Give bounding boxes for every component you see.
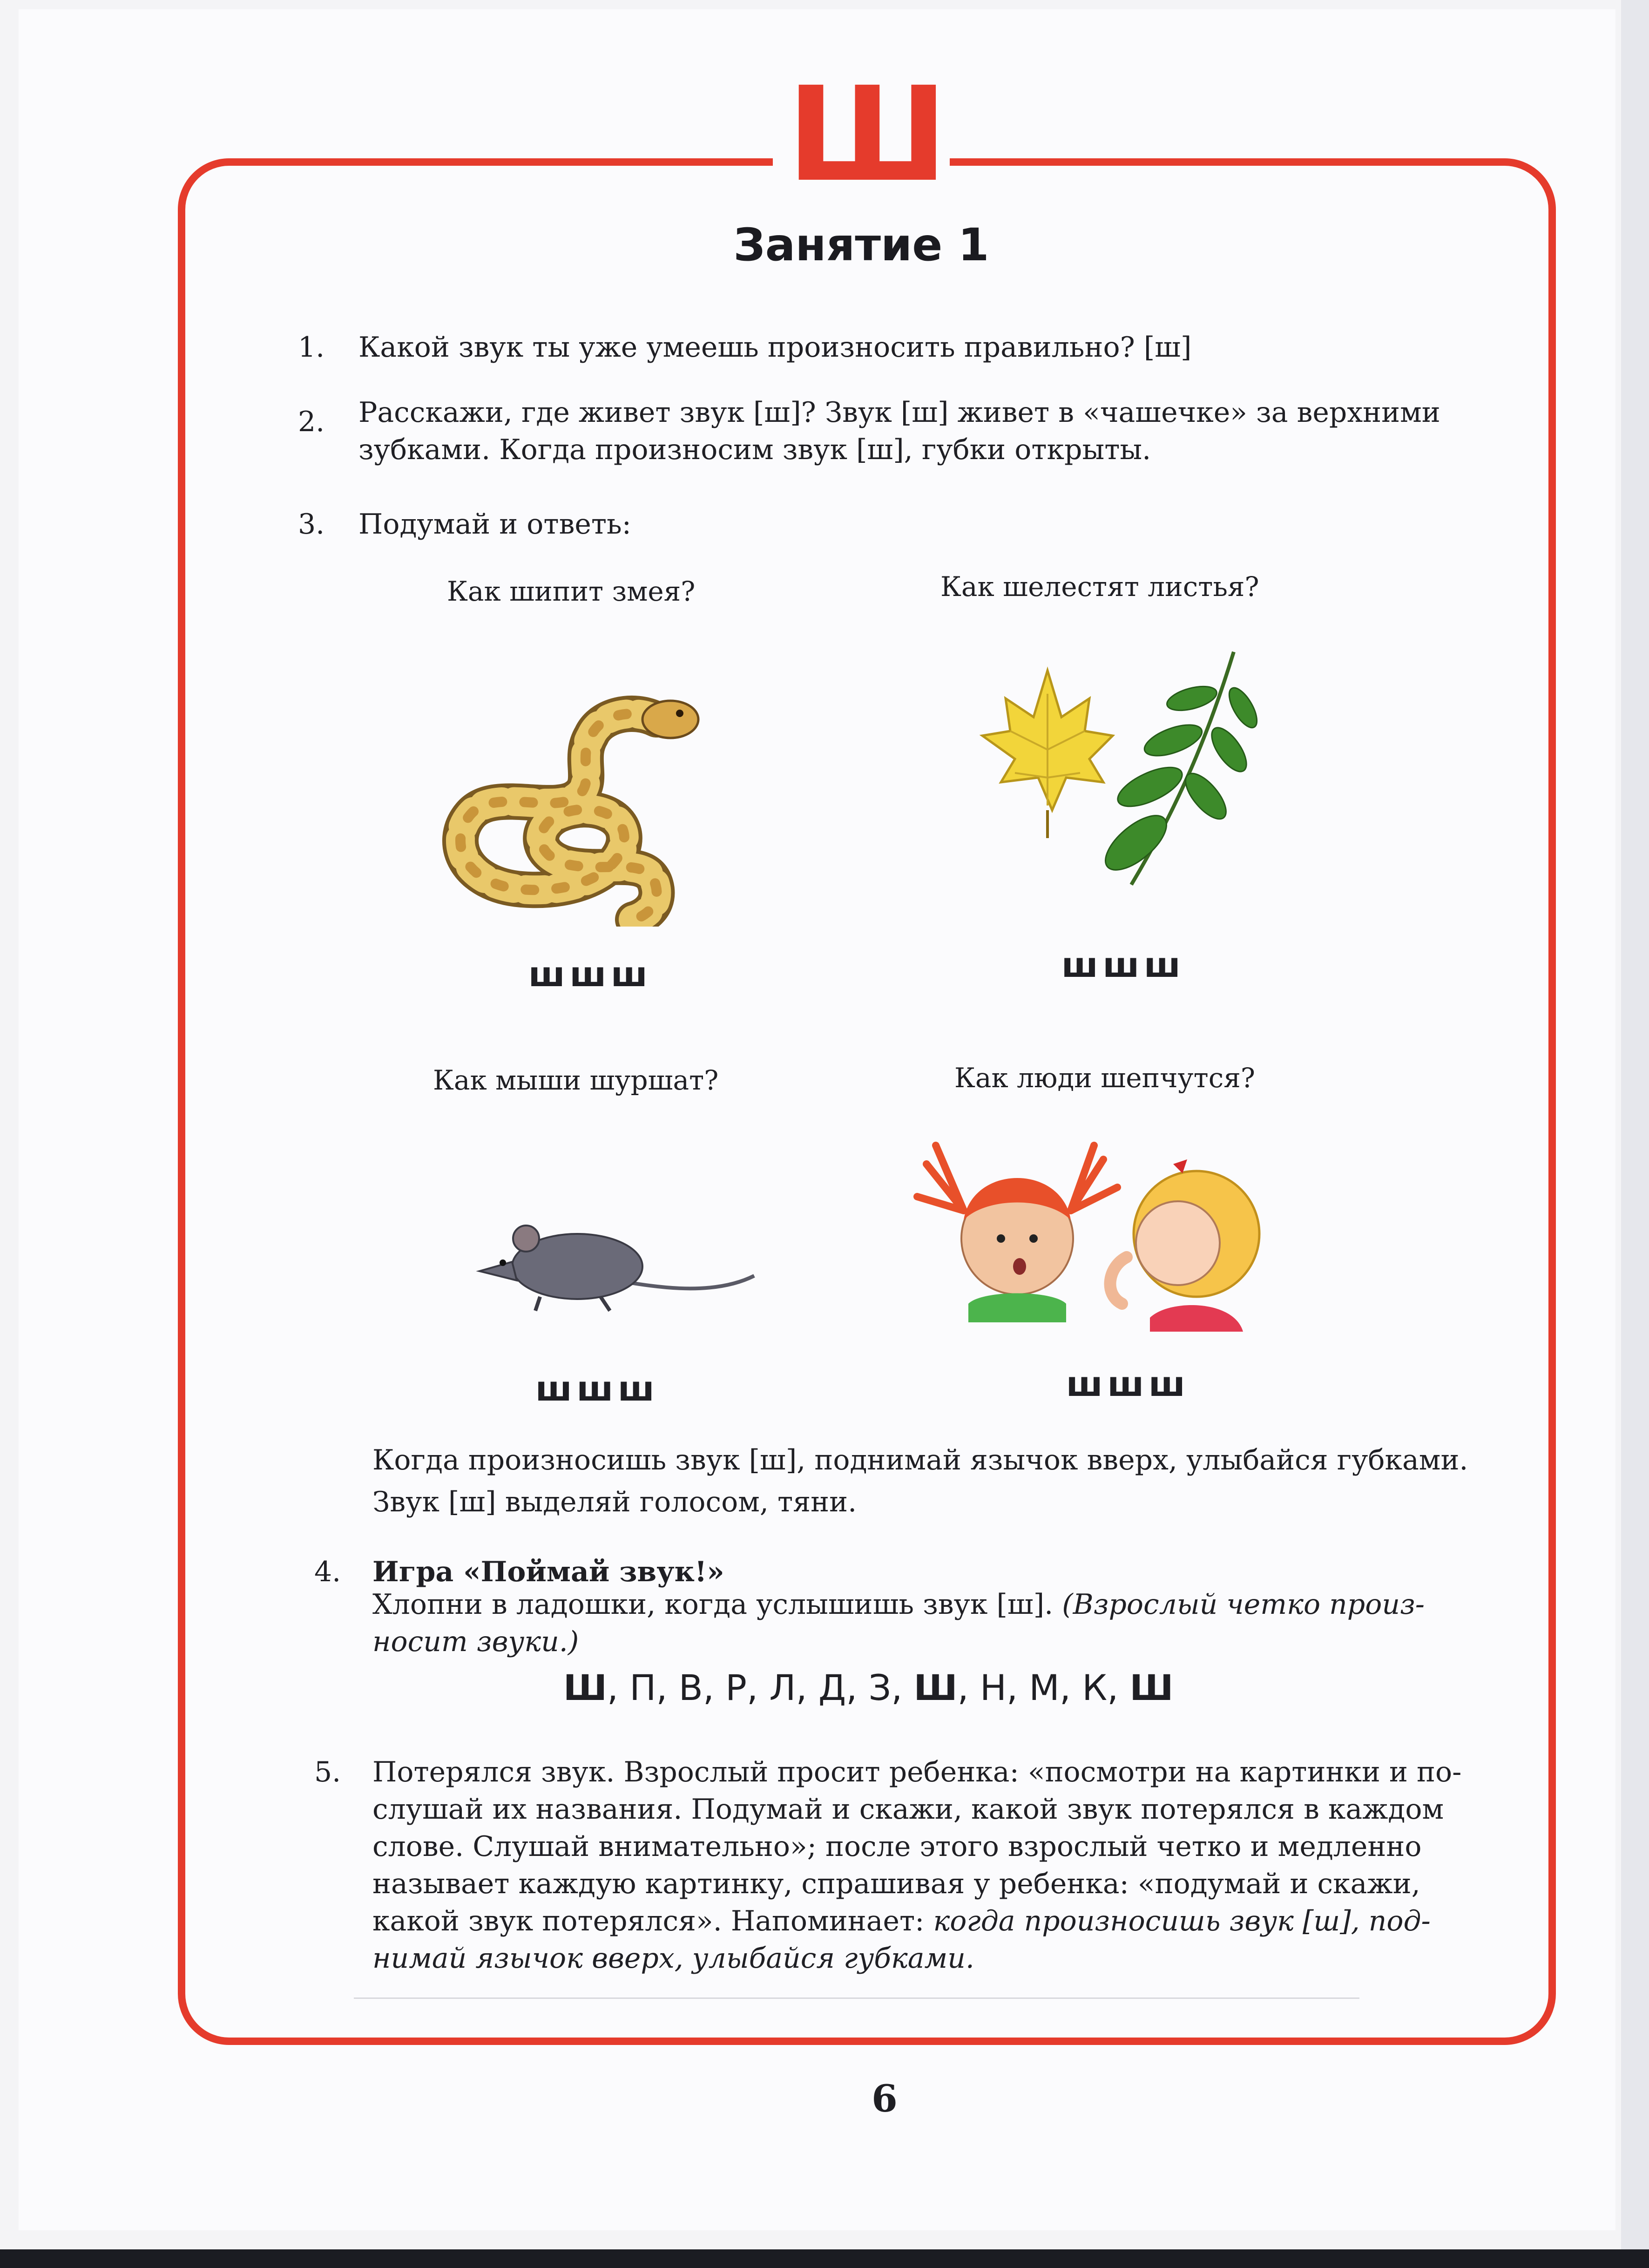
letter-5: Л <box>769 1667 796 1708</box>
item-5-number: 5. <box>314 1756 341 1788</box>
item-4-number: 4. <box>314 1556 341 1588</box>
item-4-line-1 <box>372 1583 1425 1626</box>
letter-2: П <box>629 1667 656 1708</box>
item-5-line-6: нимай язычок вверх, улыбайся губками. <box>372 1942 974 1975</box>
item-2-number: 2. <box>298 406 325 438</box>
question-mouse: Как мыши шуршат? <box>433 1064 719 1096</box>
item-4-line-1-italic: (Взрослый четко произ- <box>1062 1588 1425 1621</box>
girls-whispering-picture <box>908 1127 1304 1341</box>
page-number: 6 <box>872 2077 898 2120</box>
item-5-line-2: слушай их названия. Подумай и скажи, какой звук потерялся в каждом <box>372 1793 1444 1826</box>
item-3-text: Подумай и ответь: <box>358 508 631 541</box>
letter-8: Ш <box>913 1667 958 1708</box>
letter-3: В <box>678 1667 703 1708</box>
mouse-picture <box>475 1206 764 1318</box>
item-5-line-4: называет каждую картинку, спрашивая у ребенка: «подумай и скажи, <box>372 1868 1420 1900</box>
item-2-line-2: зубками. Когда произносим звук [ш], губки открыты. <box>358 433 1151 466</box>
item-1-number: 1. <box>298 331 325 364</box>
letter-10: М <box>1029 1667 1060 1708</box>
letters-row: Ш, П, В, Р, Л, Д, З, Ш, Н, М, К, Ш <box>563 1667 1174 1708</box>
letter-12: Ш <box>1129 1667 1174 1708</box>
letter-9: Н <box>980 1667 1007 1708</box>
item-5-line-5-plain: какой звук потерялся». Напоминает: <box>372 1905 933 1937</box>
people-sound: шшш <box>1066 1364 1190 1404</box>
bottom-rule <box>354 1997 1359 1999</box>
item-2-line-1: Расскажи, где живет звук [ш]? Звук [ш] живет в «чашечке» за верхними <box>358 396 1440 429</box>
hint-line-2: Звук [ш] выделяй голосом, тяни. <box>372 1486 857 1518</box>
leaves-picture <box>954 643 1271 903</box>
question-people: Как люди шепчутся? <box>954 1062 1255 1094</box>
letter-11: К <box>1082 1667 1108 1708</box>
scan-edge <box>0 2249 1649 2268</box>
page-title: Занятие 1 <box>733 219 989 271</box>
item-3-number: 3. <box>298 508 325 541</box>
item-4-title: Игра «Поймай звук!» <box>372 1556 724 1588</box>
item-5-line-5 <box>372 1900 1431 1943</box>
item-4-line-2: носит звуки.) <box>372 1625 579 1658</box>
mouse-sound: шшш <box>535 1369 659 1409</box>
page-edge <box>1621 0 1649 2268</box>
letter-7: З <box>868 1667 892 1708</box>
letter-6: Д <box>818 1667 846 1708</box>
hint-line-1: Когда произносишь звук [ш], поднимай язычок вверх, улыбайся губками. <box>372 1444 1468 1476</box>
letter-1: Ш <box>563 1667 607 1708</box>
snake-sound: шшш <box>528 955 652 995</box>
letter-4: Р <box>725 1667 747 1708</box>
item-5-line-1: Потерялся звук. Взрослый просит ребенка: «посмотри на картинки и по- <box>372 1756 1462 1788</box>
item-1-text: Какой звук ты уже умеешь произносить правильно? [ш] <box>358 331 1192 364</box>
item-5-line-5-italic: когда произносишь звук [ш], под- <box>933 1905 1431 1937</box>
item-5-line-3: слове. Слушай внимательно»; после этого взрослый четко и медленно <box>372 1830 1422 1863</box>
snake-picture <box>438 675 726 927</box>
leaves-sound: шшш <box>1061 945 1185 985</box>
chapter-letter: Ш <box>787 59 948 211</box>
question-leaves: Как шелестят листья? <box>940 571 1259 603</box>
question-snake: Как шипит змея? <box>447 575 696 607</box>
item-4-line-1-plain: Хлопни в ладошки, когда услышишь звук [ш]. <box>372 1588 1062 1621</box>
